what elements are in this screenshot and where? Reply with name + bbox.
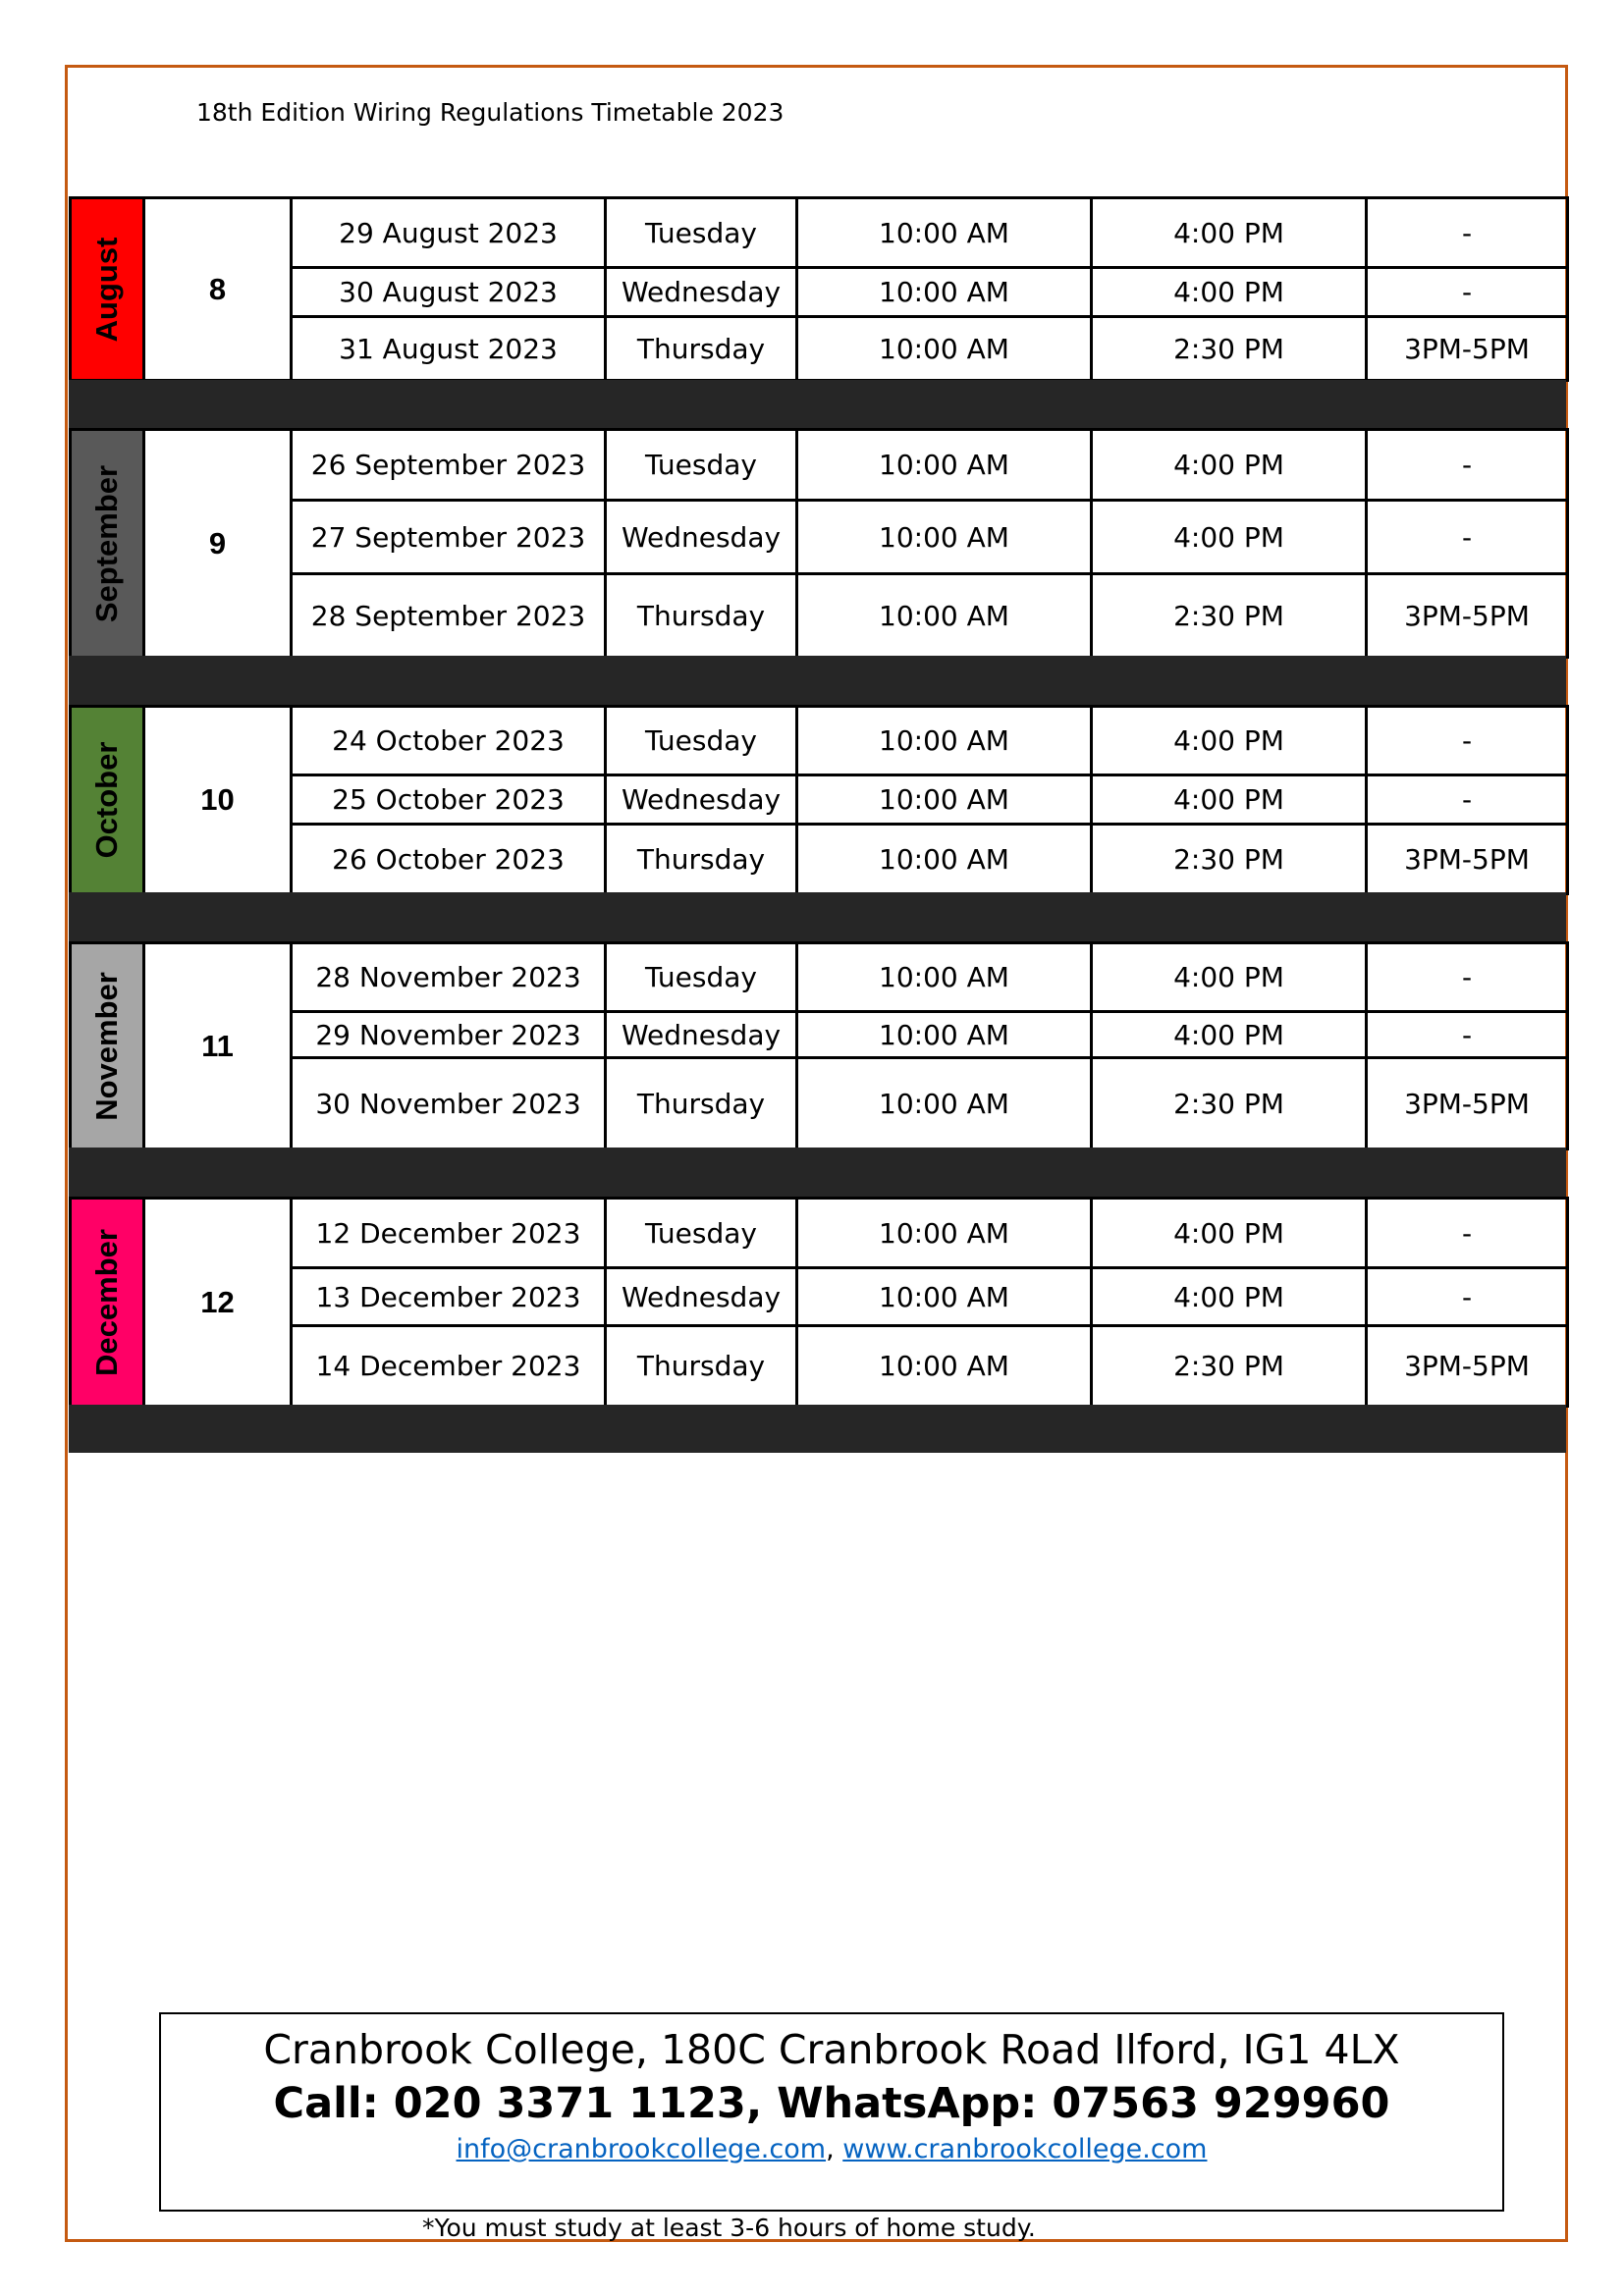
date-cell: 26 October 2023 — [292, 825, 606, 894]
table-row — [71, 1058, 1568, 1149]
date-cell: 31 August 2023 — [292, 317, 606, 381]
day-cell: Wednesday — [606, 1012, 797, 1058]
end-time-cell: 2:30 PM — [1092, 574, 1367, 658]
month-name: December — [89, 1228, 124, 1376]
date-cell: 29 August 2023 — [292, 198, 606, 268]
table-row — [71, 268, 1568, 317]
end-time-cell: 4:00 PM — [1092, 501, 1367, 574]
month-separator-bar — [69, 1148, 1566, 1197]
month-block-december — [69, 1197, 1566, 1408]
extra-session-cell: - — [1367, 1199, 1568, 1268]
extra-session-cell: - — [1367, 1268, 1568, 1326]
table-row — [71, 198, 1568, 268]
end-time-cell: 4:00 PM — [1092, 943, 1367, 1012]
month-table — [69, 196, 1569, 382]
extra-session-cell: 3PM-5PM — [1367, 574, 1568, 658]
start-time-cell: 10:00 AM — [797, 943, 1092, 1012]
end-time-cell: 2:30 PM — [1092, 1058, 1367, 1149]
table-row — [71, 1268, 1568, 1326]
start-time-cell: 10:00 AM — [797, 1058, 1092, 1149]
month-table — [69, 428, 1569, 659]
extra-session-cell: 3PM-5PM — [1367, 825, 1568, 894]
contact-numbers: Call: 020 3371 1123, WhatsApp: 07563 929960 — [273, 2079, 1390, 2128]
start-time-cell: 10:00 AM — [797, 1199, 1092, 1268]
month-number: 10 — [144, 707, 292, 894]
table-row — [71, 775, 1568, 825]
extra-session-cell: - — [1367, 775, 1568, 825]
month-number: 12 — [144, 1199, 292, 1407]
month-name: September — [89, 464, 124, 622]
end-time-cell: 4:00 PM — [1092, 1268, 1367, 1326]
home-study-note: *You must study at least 3-6 hours of home study. — [422, 2214, 1036, 2242]
date-cell: 12 December 2023 — [292, 1199, 606, 1268]
date-cell: 30 August 2023 — [292, 268, 606, 317]
month-number: 8 — [144, 198, 292, 381]
month-block-november — [69, 941, 1566, 1150]
day-cell: Thursday — [606, 317, 797, 381]
start-time-cell: 10:00 AM — [797, 825, 1092, 894]
month-name: October — [89, 741, 124, 859]
start-time-cell: 10:00 AM — [797, 198, 1092, 268]
extra-session-cell: 3PM-5PM — [1367, 1326, 1568, 1407]
extra-session-cell: 3PM-5PM — [1367, 1058, 1568, 1149]
table-row — [71, 430, 1568, 501]
website-link[interactable]: www.cranbrookcollege.com — [842, 2134, 1208, 2164]
month-label-cell — [71, 198, 144, 381]
table-row — [71, 1199, 1568, 1268]
table-row — [71, 707, 1568, 775]
end-time-cell: 4:00 PM — [1092, 430, 1367, 501]
extra-session-cell: - — [1367, 943, 1568, 1012]
day-cell: Tuesday — [606, 198, 797, 268]
end-time-cell: 2:30 PM — [1092, 825, 1367, 894]
month-separator-bar — [69, 380, 1566, 428]
extra-session-cell: - — [1367, 1012, 1568, 1058]
start-time-cell: 10:00 AM — [797, 1326, 1092, 1407]
month-separator-bar — [69, 656, 1566, 705]
date-cell: 13 December 2023 — [292, 1268, 606, 1326]
day-cell: Thursday — [606, 1326, 797, 1407]
date-cell: 26 September 2023 — [292, 430, 606, 501]
month-name: August — [89, 237, 124, 342]
table-row — [71, 825, 1568, 894]
link-separator: , — [826, 2134, 843, 2164]
day-cell: Tuesday — [606, 430, 797, 501]
contact-box — [159, 2012, 1504, 2212]
end-time-cell: 4:00 PM — [1092, 268, 1367, 317]
month-block-october — [69, 705, 1566, 895]
date-cell: 28 November 2023 — [292, 943, 606, 1012]
table-row — [71, 1012, 1568, 1058]
end-time-cell: 4:00 PM — [1092, 198, 1367, 268]
end-time-cell: 2:30 PM — [1092, 1326, 1367, 1407]
day-cell: Tuesday — [606, 707, 797, 775]
month-number: 9 — [144, 430, 292, 658]
date-cell: 14 December 2023 — [292, 1326, 606, 1407]
month-separator-bar — [69, 892, 1566, 941]
date-cell: 29 November 2023 — [292, 1012, 606, 1058]
day-cell: Wednesday — [606, 1268, 797, 1326]
month-number: 11 — [144, 943, 292, 1149]
month-name: November — [89, 971, 124, 1121]
day-cell: Wednesday — [606, 501, 797, 574]
start-time-cell: 10:00 AM — [797, 1012, 1092, 1058]
month-table — [69, 941, 1569, 1150]
start-time-cell: 10:00 AM — [797, 707, 1092, 775]
date-cell: 28 September 2023 — [292, 574, 606, 658]
extra-session-cell: - — [1367, 430, 1568, 501]
month-label-cell — [71, 943, 144, 1149]
day-cell: Tuesday — [606, 1199, 797, 1268]
extra-session-cell: - — [1367, 198, 1568, 268]
month-table — [69, 1197, 1569, 1408]
end-time-cell: 2:30 PM — [1092, 317, 1367, 381]
extra-session-cell: - — [1367, 501, 1568, 574]
month-label-cell — [71, 707, 144, 894]
end-time-cell: 4:00 PM — [1092, 707, 1367, 775]
month-block-september — [69, 428, 1566, 659]
date-cell: 27 September 2023 — [292, 501, 606, 574]
date-cell: 24 October 2023 — [292, 707, 606, 775]
start-time-cell: 10:00 AM — [797, 430, 1092, 501]
extra-session-cell: - — [1367, 707, 1568, 775]
end-time-cell: 4:00 PM — [1092, 1012, 1367, 1058]
table-row — [71, 317, 1568, 381]
extra-session-cell: - — [1367, 268, 1568, 317]
month-separator-bar — [69, 1405, 1566, 1453]
email-link[interactable]: info@cranbrookcollege.com — [456, 2134, 827, 2164]
college-address: Cranbrook College, 180C Cranbrook Road Ilford, IG1 4LX — [263, 2026, 1400, 2073]
contact-links — [161, 2134, 1502, 2164]
start-time-cell: 10:00 AM — [797, 501, 1092, 574]
day-cell: Thursday — [606, 1058, 797, 1149]
table-row — [71, 501, 1568, 574]
month-table — [69, 705, 1569, 895]
start-time-cell: 10:00 AM — [797, 317, 1092, 381]
start-time-cell: 10:00 AM — [797, 775, 1092, 825]
start-time-cell: 10:00 AM — [797, 268, 1092, 317]
day-cell: Tuesday — [606, 943, 797, 1012]
day-cell: Wednesday — [606, 775, 797, 825]
date-cell: 30 November 2023 — [292, 1058, 606, 1149]
extra-session-cell: 3PM-5PM — [1367, 317, 1568, 381]
day-cell: Thursday — [606, 825, 797, 894]
month-block-august — [69, 196, 1566, 382]
table-row — [71, 943, 1568, 1012]
date-cell: 25 October 2023 — [292, 775, 606, 825]
end-time-cell: 4:00 PM — [1092, 775, 1367, 825]
end-time-cell: 4:00 PM — [1092, 1199, 1367, 1268]
month-label-cell — [71, 430, 144, 658]
start-time-cell: 10:00 AM — [797, 1268, 1092, 1326]
start-time-cell: 10:00 AM — [797, 574, 1092, 658]
table-row — [71, 1326, 1568, 1407]
table-row — [71, 574, 1568, 658]
document-title: 18th Edition Wiring Regulations Timetable 2023 — [196, 98, 785, 127]
day-cell: Wednesday — [606, 268, 797, 317]
day-cell: Thursday — [606, 574, 797, 658]
month-label-cell — [71, 1199, 144, 1407]
